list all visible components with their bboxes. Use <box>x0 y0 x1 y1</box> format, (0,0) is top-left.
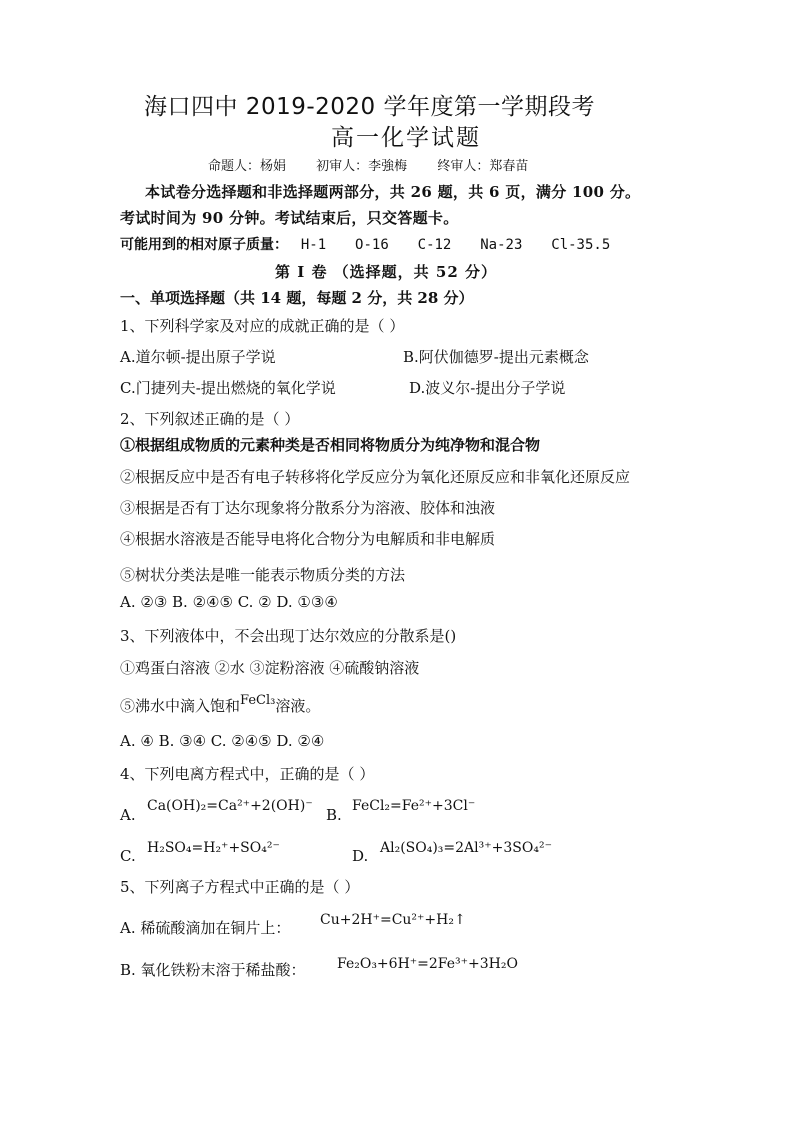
question-3-item-5-suffix: 溶液。 <box>275 697 321 715</box>
staff-line <box>208 157 554 177</box>
question-1-stem: 1、下列科学家及对应的成就正确的是（ ） <box>120 317 405 335</box>
question-4-option-c-equation: H₂SO₄=H₂⁺+SO₄²⁻ <box>147 840 280 856</box>
question-2-stem: 2、下列叙述正确的是（ ） <box>120 410 300 428</box>
final-reviewer: 终审人：郑春苗 <box>437 159 529 174</box>
question-4-option-d-label: D. <box>352 847 369 865</box>
question-1-option-a: A.道尔顿-提出原子学说 <box>120 348 276 366</box>
section-heading: 一、单项选择题（共 14 题，每题 2 分，共 28 分） <box>120 289 474 307</box>
question-3-items: ①鸡蛋白溶液 ②水 ③淀粉溶液 ④硫酸钠溶液 <box>120 659 420 677</box>
question-2-statement-4: ④根据水溶液是否能导电将化合物分为电解质和非电解质 <box>120 530 496 548</box>
question-3-stem: 3、下列液体中，不会出现丁达尔效应的分散系是() <box>120 627 457 645</box>
question-5-option-a-equation: Cu+2H⁺=Cu²⁺+H₂↑ <box>320 912 466 928</box>
question-3-item-5 <box>120 693 321 718</box>
fecl3-formula: FeCl₃ <box>240 693 276 708</box>
question-2-statement-3: ③根据是否有丁达尔现象将分散系分为溶液、胶体和浊液 <box>120 499 496 517</box>
question-2-statement-2: ②根据反应中是否有电子转移将化学反应分为氧化还原反应和非氧化还原反应 <box>120 468 631 486</box>
part-heading: 第 I 卷 （选择题，共 52 分） <box>275 263 498 281</box>
mass-na: Na-23 <box>480 237 523 253</box>
intro-line-1: 本试卷分选择题和非选择题两部分，共 26 题，共 6 页，满分 100 分。 <box>145 183 641 201</box>
author: 命题人：杨娟 <box>208 159 287 174</box>
question-3-item-5-text: ⑤沸水中滴入饱和 <box>120 697 241 715</box>
mass-cl: Cl-35.5 <box>551 237 611 253</box>
question-4-option-a-label: A. <box>120 806 136 824</box>
atomic-masses <box>120 235 634 255</box>
exam-title: 海口四中 2019-2020 学年度第一学期段考 <box>144 94 595 120</box>
question-2-choices: A. ②③ B. ②④⑤ C. ② D. ①③④ <box>120 593 338 611</box>
mass-c: C-12 <box>417 237 452 253</box>
question-5-stem: 5、下列离子方程式中正确的是（ ） <box>120 878 360 896</box>
exam-subtitle: 高一化学试题 <box>331 125 481 151</box>
question-3-choices: A. ④ B. ③④ C. ②④⑤ D. ②④ <box>120 732 325 750</box>
question-1-option-d: D.波义尔-提出分子学说 <box>409 379 566 397</box>
mass-h: H-1 <box>300 237 327 253</box>
question-4-stem: 4、下列电离方程式中，正确的是（ ） <box>120 765 375 783</box>
question-5-option-a-text: A. 稀硫酸滴加在铜片上： <box>120 919 291 937</box>
question-4-option-d-equation: Al₂(SO₄)₃=2Al³⁺+3SO₄²⁻ <box>380 840 552 856</box>
question-4-option-a-equation: Ca(OH)₂=Ca²⁺+2(OH)⁻ <box>147 798 313 814</box>
first-reviewer: 初审人：李強梅 <box>316 159 408 174</box>
mass-o: O-16 <box>355 237 389 253</box>
question-4-option-b-equation: FeCl₂=Fe²⁺+3Cl⁻ <box>352 798 476 814</box>
question-2-statement-1: ①根据组成物质的元素种类是否相同将物质分为纯净物和混合物 <box>120 436 541 454</box>
question-4-option-b-label: B. <box>326 806 342 824</box>
question-5-option-b-equation: Fe₂O₃+6H⁺=2Fe³⁺+3H₂O <box>337 956 518 972</box>
question-4-option-c-label: C. <box>120 847 136 865</box>
intro-line-2: 考试时间为 90 分钟。考试结束后，只交答题卡。 <box>120 209 459 227</box>
question-1-option-c: C.门捷列夫-提出燃烧的氧化学说 <box>120 379 336 397</box>
question-2-statement-5: ⑤树状分类法是唯一能表示物质分类的方法 <box>120 566 406 584</box>
question-1-option-b: B.阿伏伽德罗-提出元素概念 <box>403 348 589 366</box>
atomic-masses-label: 可能用到的相对原子质量： <box>120 237 288 253</box>
question-5-option-b-text: B. 氧化铁粉末溶于稀盐酸： <box>120 961 306 979</box>
